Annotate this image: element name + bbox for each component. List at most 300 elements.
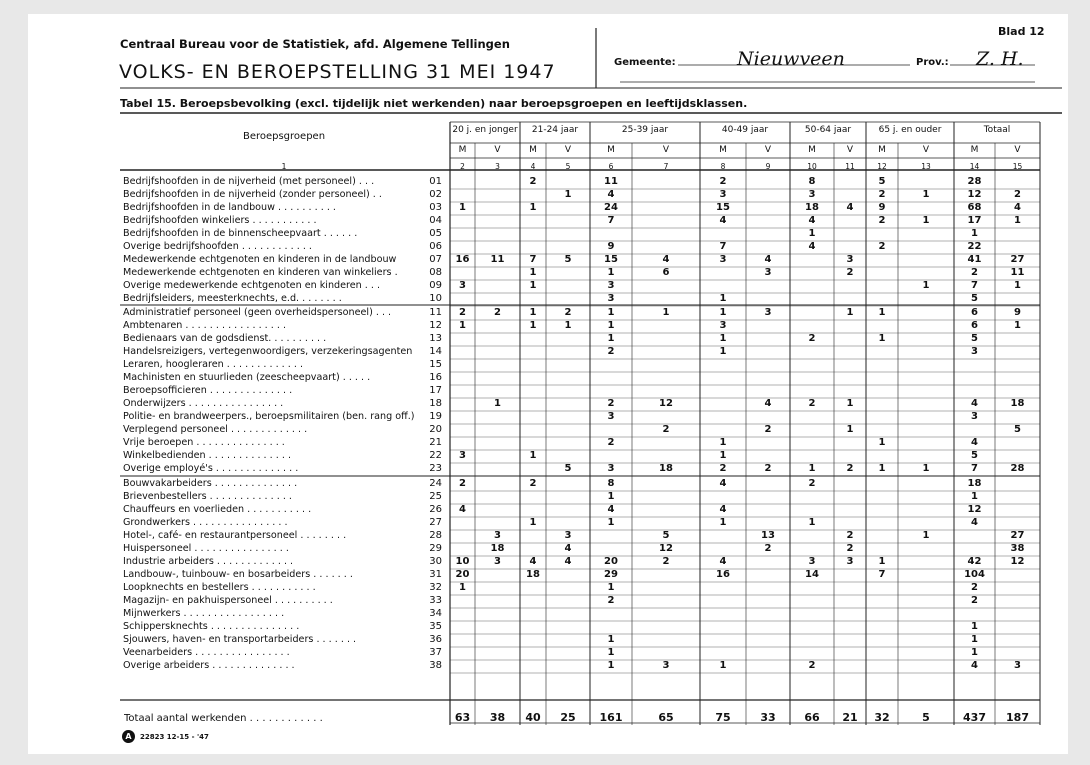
total-value: 63	[454, 711, 471, 724]
age-class-header: Totaal	[983, 125, 1011, 135]
column-number: 14	[969, 162, 980, 171]
sex-label: M	[970, 145, 979, 155]
cell-value: 1	[607, 647, 615, 658]
sex-label: M	[719, 145, 727, 155]
total-value: 161	[599, 711, 623, 724]
cell-value: 3	[808, 189, 816, 200]
occupation-code: 16	[429, 372, 442, 383]
cell-value: 6	[971, 320, 978, 331]
occupation-label: Loopknechts en bestellers . . . . . . . . . . .	[123, 582, 316, 593]
cell-value: 5	[662, 530, 670, 541]
occupation-label: Ambtenaren . . . . . . . . . . . . . . . . .	[123, 320, 287, 331]
column-number: 3	[495, 162, 500, 171]
cell-value: 1	[878, 437, 886, 448]
cell-value: 2	[662, 556, 670, 567]
cell-value: 2	[607, 595, 615, 606]
total-value: 32	[874, 711, 890, 724]
column-number: 7	[663, 162, 669, 171]
occupation-label: Overige arbeiders . . . . . . . . . . . . . .	[123, 660, 295, 671]
cell-value: 1	[564, 320, 572, 331]
cell-value: 18	[967, 478, 982, 489]
cell-value: 9	[1014, 307, 1021, 318]
cell-value: 2	[846, 463, 854, 474]
occupation-code: 07	[429, 254, 442, 265]
occupation-label: Machinisten en stuurlieden (zeescheepvaart) . . . . .	[123, 372, 371, 383]
cell-value: 2	[878, 241, 886, 252]
cell-value: 2	[529, 176, 537, 187]
occupation-code: 29	[429, 543, 442, 554]
cell-value: 1	[719, 517, 727, 528]
occupation-label: Bedrijfshoofden in de binnenscheepvaart . . . . . .	[123, 228, 358, 239]
cell-value: 3	[459, 280, 466, 291]
cell-value: 13	[761, 530, 775, 541]
cell-value: 1	[607, 517, 615, 528]
cell-value: 1	[1014, 215, 1021, 226]
census-title: VOLKS- EN BEROEPSTELLING 31 MEI 1947	[119, 61, 556, 83]
occupation-code: 17	[429, 385, 442, 396]
occupation-code: 32	[429, 582, 442, 593]
cell-value: 1	[878, 463, 886, 474]
group-column-number: 1	[281, 162, 287, 171]
occupation-code: 08	[429, 267, 442, 278]
cell-value: 2	[607, 437, 615, 448]
cell-value: 3	[494, 530, 501, 541]
total-value: 25	[560, 711, 576, 724]
cell-value: 28	[967, 176, 982, 187]
cell-value: 16	[716, 569, 730, 580]
cell-value: 3	[494, 556, 501, 567]
cell-value: 8	[808, 176, 816, 187]
occupation-label: Leraren, hoogleraren . . . . . . . . . . . . .	[123, 359, 304, 370]
cell-value: 1	[719, 293, 727, 304]
cell-value: 1	[529, 320, 537, 331]
column-number: 11	[845, 162, 855, 171]
occupation-code: 25	[429, 491, 442, 502]
cell-value: 15	[604, 254, 618, 265]
occupation-label: Medewerkende echtgenoten en kinderen van winkeliers .	[123, 267, 398, 278]
printer-logo-icon: A	[122, 730, 135, 743]
cell-value: 1	[607, 582, 615, 593]
cell-value: 18	[1010, 398, 1025, 409]
sex-label: M	[607, 145, 615, 155]
print-code: 22823 12-15 - '47	[140, 733, 209, 741]
cell-value: 1	[922, 280, 930, 291]
occupation-label: Onderwijzers . . . . . . . . . . . . . . . .	[123, 398, 284, 409]
occupation-label: Bedrijfshoofden in de nijverheid (met personeel) . . .	[123, 176, 375, 187]
cell-value: 16	[455, 254, 470, 265]
cell-value: 8	[607, 478, 615, 489]
province-label: Prov.:	[916, 57, 949, 68]
occupation-code: 20	[429, 424, 442, 435]
occupation-code: 35	[429, 621, 442, 632]
cell-value: 1	[878, 307, 886, 318]
cell-value: 3	[564, 530, 572, 541]
cell-value: 4	[971, 660, 978, 671]
occupation-label: Chauffeurs en voerlieden . . . . . . . . . . .	[123, 504, 312, 515]
cell-value: 1	[922, 215, 930, 226]
cell-value: 1	[662, 307, 670, 318]
cell-value: 1	[719, 437, 727, 448]
cell-value: 20	[604, 556, 618, 567]
occupation-code: 23	[429, 463, 442, 474]
cell-value: 11	[604, 176, 618, 187]
cell-value: 18	[490, 543, 505, 554]
cell-value: 5	[971, 333, 978, 344]
cell-value: 1	[607, 634, 615, 645]
occupation-code: 09	[429, 280, 442, 291]
occupation-label: Medewerkende echtgenoten en kinderen in de landbouw	[123, 254, 397, 265]
cell-value: 3	[846, 254, 854, 265]
occupation-label: Bouwvakarbeiders . . . . . . . . . . . . . .	[123, 478, 298, 489]
cell-value: 2	[808, 333, 816, 344]
cell-value: 2	[719, 176, 727, 187]
cell-value: 4	[764, 254, 772, 265]
occupation-label: Bedrijfsleiders, meesterknechts, e.d. . . . . . . .	[123, 293, 342, 304]
cell-value: 12	[659, 398, 673, 409]
occupation-code: 03	[429, 202, 442, 213]
cell-value: 11	[490, 254, 505, 265]
cell-value: 1	[529, 267, 537, 278]
cell-value: 4	[719, 556, 727, 567]
province-value: Z. H.	[976, 48, 1024, 70]
cell-value: 5	[878, 176, 886, 187]
cell-value: 1	[607, 333, 615, 344]
cell-value: 1	[922, 530, 930, 541]
cell-value: 7	[529, 254, 537, 265]
cell-value: 1	[846, 424, 854, 435]
cell-value: 1	[459, 202, 466, 213]
occupation-code: 34	[429, 608, 442, 619]
cell-value: 3	[846, 556, 854, 567]
total-value: 21	[842, 711, 858, 724]
occupation-label: Handelsreizigers, vertegenwoordigers, verzekeringsagenten	[123, 346, 413, 357]
cell-value: 2	[459, 478, 466, 489]
cell-value: 2	[846, 267, 854, 278]
cell-value: 2	[459, 307, 466, 318]
occupation-label: Industrie arbeiders . . . . . . . . . . . . .	[123, 556, 294, 567]
cell-value: 4	[607, 189, 615, 200]
cell-value: 1	[971, 491, 978, 502]
cell-value: 1	[719, 307, 727, 318]
cell-value: 42	[967, 556, 982, 567]
cell-value: 1	[719, 333, 727, 344]
cell-value: 4	[808, 215, 816, 226]
occupation-code: 33	[429, 595, 442, 606]
cell-value: 4	[808, 241, 816, 252]
total-label: Totaal aantal werkenden . . . . . . . . . . . .	[124, 713, 323, 724]
cell-value: 4	[607, 504, 615, 515]
cell-value: 1	[1014, 320, 1021, 331]
cell-value: 2	[662, 424, 670, 435]
cell-value: 1	[607, 491, 615, 502]
cell-value: 5	[564, 463, 572, 474]
occupation-code: 12	[429, 320, 442, 331]
occupation-code: 01	[429, 176, 442, 187]
occupation-code: 19	[429, 411, 442, 422]
sex-label: V	[764, 145, 772, 155]
occupation-label: Beroepsofficieren . . . . . . . . . . . . . .	[123, 385, 293, 396]
cell-value: 3	[808, 556, 816, 567]
cell-value: 1	[971, 647, 978, 658]
cell-value: 2	[971, 595, 978, 606]
occupation-label: Administratief personeel (geen overheidspersoneel) . . .	[123, 307, 392, 318]
column-number: 9	[765, 162, 771, 171]
cell-value: 4	[764, 398, 772, 409]
column-number: 13	[921, 162, 931, 171]
cell-value: 7	[607, 215, 615, 226]
cell-value: 1	[808, 517, 816, 528]
cell-value: 12	[967, 504, 982, 515]
cell-value: 15	[716, 202, 730, 213]
cell-value: 1	[878, 333, 886, 344]
cell-value: 1	[607, 307, 615, 318]
cell-value: 4	[719, 215, 727, 226]
occupation-label: Politie- en brandweerpers., beroepsmilitairen (ben. rang off.)	[123, 411, 415, 422]
cell-value: 28	[1010, 463, 1025, 474]
cell-value: 1	[719, 346, 727, 357]
cell-value: 4	[662, 254, 670, 265]
cell-value: 4	[971, 517, 978, 528]
cell-value: 5	[564, 254, 572, 265]
total-value: 33	[760, 711, 776, 724]
cell-value: 1	[922, 463, 930, 474]
occupation-label: Mijnwerkers . . . . . . . . . . . . . . . . .	[123, 608, 285, 619]
cell-value: 18	[526, 569, 540, 580]
sex-label: V	[846, 145, 854, 155]
cell-value: 3	[719, 320, 727, 331]
cell-value: 24	[604, 202, 618, 213]
cell-value: 1	[971, 634, 978, 645]
cell-value: 9	[607, 241, 615, 252]
total-value: 187	[1006, 711, 1029, 724]
occupation-code: 06	[429, 241, 442, 252]
occupation-code: 10	[429, 293, 442, 304]
cell-value: 1	[529, 517, 537, 528]
cell-value: 7	[878, 569, 886, 580]
age-class-header: 65 j. en ouder	[878, 125, 942, 135]
occupation-code: 04	[429, 215, 442, 226]
cell-value: 1	[971, 621, 978, 632]
cell-value: 2	[878, 215, 886, 226]
cell-value: 2	[808, 398, 816, 409]
cell-value: 2	[971, 582, 978, 593]
cell-value: 1	[529, 202, 537, 213]
occupation-code: 30	[429, 556, 442, 567]
cell-value: 1	[459, 582, 466, 593]
cell-value: 2	[764, 424, 772, 435]
occupation-label: Hotel-, café- en restaurantpersoneel . . . . . . . .	[123, 530, 347, 541]
occupation-label: Bedrijfshoofden in de nijverheid (zonder personeel) . .	[123, 189, 382, 200]
cell-value: 20	[455, 569, 470, 580]
cell-value: 3	[971, 346, 978, 357]
total-value: 66	[804, 711, 820, 724]
occupation-label: Veenarbeiders . . . . . . . . . . . . . . . .	[123, 647, 290, 658]
occupation-code: 02	[429, 189, 442, 200]
cell-value: 2	[1014, 189, 1021, 200]
column-number: 5	[565, 162, 571, 171]
cell-value: 1	[971, 228, 978, 239]
total-value: 65	[658, 711, 674, 724]
occupation-label: Grondwerkers . . . . . . . . . . . . . . . .	[123, 517, 288, 528]
age-class-header: 25-39 jaar	[621, 125, 669, 135]
cell-value: 3	[971, 411, 978, 422]
sex-label: V	[922, 145, 930, 155]
occupation-code: 11	[429, 307, 442, 318]
cell-value: 12	[1010, 556, 1025, 567]
sex-label: V	[494, 145, 501, 155]
column-number: 2	[460, 162, 465, 171]
cell-value: 3	[662, 660, 670, 671]
cell-value: 4	[971, 437, 978, 448]
occupation-label: Winkelbedienden . . . . . . . . . . . . . .	[123, 450, 291, 461]
cell-value: 68	[967, 202, 982, 213]
sex-label: M	[458, 145, 467, 155]
cell-value: 4	[971, 398, 978, 409]
occupation-label: Bedrijfshoofden winkeliers . . . . . . . . . . .	[123, 215, 317, 226]
occupation-code: 36	[429, 634, 442, 645]
group-header: Beroepsgroepen	[242, 131, 326, 142]
cell-value: 1	[529, 280, 537, 291]
cell-value: 1	[607, 320, 615, 331]
sex-label: M	[529, 145, 537, 155]
cell-value: 3	[607, 293, 615, 304]
occupation-label: Brievenbestellers . . . . . . . . . . . . . .	[123, 491, 292, 502]
cell-value: 2	[494, 307, 501, 318]
total-value: 38	[489, 711, 506, 724]
age-class-header: 50-64 jaar	[804, 125, 852, 135]
cell-value: 18	[659, 463, 673, 474]
age-class-header: 40-49 jaar	[721, 125, 769, 135]
occupation-code: 38	[429, 660, 442, 671]
cell-value: 5	[971, 293, 978, 304]
cell-value: 7	[971, 280, 978, 291]
bureau-name: Centraal Bureau voor de Statistiek, afd. Algemene Tellingen	[120, 37, 510, 51]
cell-value: 7	[971, 463, 978, 474]
gemeente-label: Gemeente:	[614, 57, 676, 68]
cell-value: 9	[878, 202, 886, 213]
table-title: Tabel 15. Beroepsbevolking (excl. tijdelijk niet werkenden) naar beroepsgroepen en leeftijdsklassen.	[120, 97, 748, 110]
sex-label: V	[1014, 145, 1021, 155]
cell-value: 5	[971, 450, 978, 461]
cell-value: 4	[564, 543, 572, 554]
cell-value: 2	[607, 346, 615, 357]
cell-value: 5	[1014, 424, 1021, 435]
cell-value: 2	[607, 398, 615, 409]
cell-value: 3	[607, 280, 615, 291]
column-number: 12	[877, 162, 887, 171]
cell-value: 17	[967, 215, 982, 226]
occupation-label: Overige bedrijfshoofden . . . . . . . . . . . .	[123, 241, 312, 252]
sex-label: V	[564, 145, 572, 155]
cell-value: 1	[494, 398, 501, 409]
cell-value: 1	[607, 267, 615, 278]
cell-value: 3	[764, 267, 772, 278]
cell-value: 3	[607, 411, 615, 422]
cell-value: 2	[764, 463, 772, 474]
cell-value: 38	[1010, 543, 1025, 554]
cell-value: 2	[971, 267, 978, 278]
occupation-code: 27	[429, 517, 442, 528]
column-number: 6	[608, 162, 614, 171]
occupation-code: 21	[429, 437, 442, 448]
cell-value: 3	[764, 307, 772, 318]
cell-value: 2	[878, 189, 886, 200]
cell-value: 2	[529, 478, 537, 489]
sex-label: M	[878, 145, 886, 155]
cell-value: 1	[808, 228, 816, 239]
cell-value: 29	[604, 569, 618, 580]
cell-value: 1	[922, 189, 930, 200]
occupation-code: 24	[429, 478, 442, 489]
cell-value: 4	[459, 504, 466, 515]
occupation-code: 22	[429, 450, 442, 461]
age-class-header: 21-24 jaar	[531, 125, 579, 135]
occupation-label: Bedrijfshoofden in de landbouw . . . . . . . . . .	[123, 202, 336, 213]
cell-value: 6	[971, 307, 978, 318]
cell-value: 3	[1014, 660, 1021, 671]
cell-value: 1	[529, 450, 537, 461]
cell-value: 1	[808, 463, 816, 474]
total-value: 437	[963, 711, 986, 724]
occupation-code: 05	[429, 228, 442, 239]
cell-value: 6	[662, 267, 670, 278]
cell-value: 4	[529, 556, 537, 567]
cell-value: 4	[719, 504, 727, 515]
cell-value: 27	[1010, 530, 1025, 541]
occupation-code: 18	[429, 398, 442, 409]
sheet-number: Blad 12	[998, 25, 1045, 38]
occupation-label: Schippersknechts . . . . . . . . . . . . . . .	[123, 621, 300, 632]
sex-label: V	[662, 145, 670, 155]
cell-value: 2	[764, 543, 772, 554]
occupation-label: Bedienaars van de godsdienst. . . . . . . . . .	[123, 333, 327, 344]
cell-value: 104	[964, 569, 985, 580]
cell-value: 3	[607, 463, 615, 474]
cell-value: 1	[846, 398, 854, 409]
cell-value: 1	[459, 320, 466, 331]
occupation-label: Landbouw-, tuinbouw- en bosarbeiders . . . . . . .	[123, 569, 353, 580]
cell-value: 1	[878, 556, 886, 567]
cell-value: 4	[1014, 202, 1021, 213]
column-number: 15	[1012, 162, 1023, 171]
cell-value: 2	[808, 478, 816, 489]
cell-value: 1	[846, 307, 854, 318]
cell-value: 3	[459, 450, 466, 461]
occupation-label: Verplegend personeel . . . . . . . . . . . . .	[123, 424, 308, 435]
cell-value: 3	[719, 254, 727, 265]
sex-label: M	[808, 145, 816, 155]
cell-value: 3	[719, 189, 727, 200]
cell-value: 41	[967, 254, 982, 265]
column-number: 10	[807, 162, 817, 171]
cell-value: 2	[564, 307, 572, 318]
column-number: 8	[720, 162, 726, 171]
occupation-label: Overige employé's . . . . . . . . . . . . . .	[123, 463, 299, 474]
occupation-code: 13	[429, 333, 442, 344]
cell-value: 1	[607, 660, 615, 671]
occupation-code: 28	[429, 530, 442, 541]
total-value: 75	[715, 711, 731, 724]
cell-value: 4	[719, 478, 727, 489]
occupation-label: Vrije beroepen . . . . . . . . . . . . . . .	[123, 437, 285, 448]
occupation-label: Huispersoneel . . . . . . . . . . . . . . . .	[123, 543, 289, 554]
cell-value: 2	[719, 463, 727, 474]
total-value: 5	[922, 711, 930, 724]
occupation-label: Overige medewerkende echtgenoten en kinderen . . .	[123, 280, 381, 291]
cell-value: 4	[564, 556, 572, 567]
cell-value: 1	[1014, 280, 1021, 291]
occupation-code: 14	[429, 346, 442, 357]
